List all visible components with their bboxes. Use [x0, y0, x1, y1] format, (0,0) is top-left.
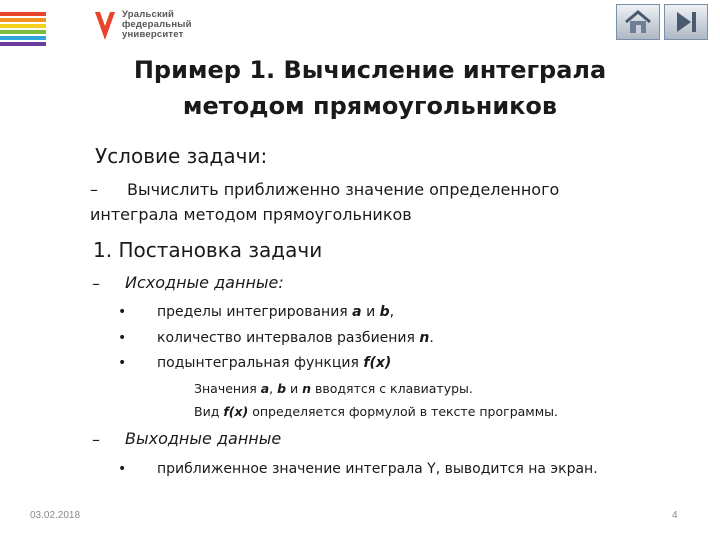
condition-text-line2: интеграла методом прямоугольников — [90, 205, 412, 224]
slide-navigation — [616, 4, 708, 40]
university-name — [122, 10, 192, 40]
logo-line-1: Уральский — [122, 9, 175, 20]
var-b: b — [379, 304, 390, 320]
input-bullet-3: • — [118, 355, 127, 371]
input-item-3-text: подынтегральная функция — [157, 355, 364, 371]
output-bullet: • — [118, 461, 127, 477]
home-icon — [624, 9, 652, 35]
footer-date: 03.02.2018 — [30, 510, 81, 521]
university-logo — [94, 10, 192, 42]
home-button[interactable] — [616, 4, 660, 40]
note2-pre: Вид — [194, 404, 224, 419]
note1-post: вводятся с клавиатуры. — [311, 381, 473, 396]
page-number: 4 — [672, 510, 678, 521]
logo-line-3: университет — [122, 29, 184, 40]
note2-var-fx: f(x) — [223, 404, 249, 419]
urfu-logo-icon — [94, 10, 116, 42]
brand-stripes — [0, 12, 46, 48]
input-bullet-1: • — [118, 304, 127, 320]
note-values-input — [194, 381, 473, 396]
note1-var-n: n — [302, 381, 312, 396]
input-item-1-tail: , — [389, 304, 395, 320]
title-line-1: Пример 1. Вычисление интеграла — [133, 56, 607, 84]
input-item-2-text: количество интервалов разбиения — [157, 330, 420, 346]
input-dash: – — [92, 274, 100, 293]
logo-line-2: федеральный — [122, 19, 192, 30]
stripe-green — [0, 30, 46, 34]
input-bullet-2: • — [118, 330, 127, 346]
note1-mid: и — [286, 381, 303, 396]
stripe-yellow — [0, 24, 46, 28]
input-item-2-tail: . — [429, 330, 434, 346]
stripe-orange — [0, 18, 46, 22]
stripe-blue — [0, 36, 46, 40]
note1-var-a: a — [260, 381, 270, 396]
note1-var-b: b — [277, 381, 287, 396]
stripe-red — [0, 12, 46, 16]
stripe-purple — [0, 42, 46, 46]
note1-pre: Значения — [194, 381, 261, 396]
output-heading: Выходные данные — [125, 429, 282, 448]
condition-dash: – — [90, 180, 98, 199]
input-item-1 — [157, 304, 394, 320]
var-fx: f(x) — [363, 355, 392, 371]
skip-to-end-icon — [672, 9, 700, 35]
output-dash: – — [92, 430, 100, 449]
note-function-form — [194, 404, 558, 419]
title-line-2: методом прямоугольников — [182, 92, 558, 120]
input-item-1-mid: и — [361, 304, 380, 320]
input-heading: Исходные данные: — [125, 273, 284, 292]
input-item-3 — [157, 355, 391, 371]
input-item-2 — [157, 330, 434, 346]
var-n: n — [419, 330, 430, 346]
var-a: a — [352, 304, 362, 320]
condition-heading: Условие задачи: — [95, 144, 268, 168]
note2-post: определяется формулой в тексте программы. — [248, 404, 558, 419]
slide-title — [70, 52, 670, 124]
skip-to-end-button[interactable] — [664, 4, 708, 40]
note1-sep: , — [269, 381, 278, 396]
condition-text-line1: Вычислить приближенно значение определенного — [127, 180, 560, 199]
section-heading: 1. Постановка задачи — [93, 238, 323, 262]
output-item: приближенное значение интеграла Y, выводится на экран. — [157, 461, 598, 477]
input-item-1-text: пределы интегрирования — [157, 304, 353, 320]
